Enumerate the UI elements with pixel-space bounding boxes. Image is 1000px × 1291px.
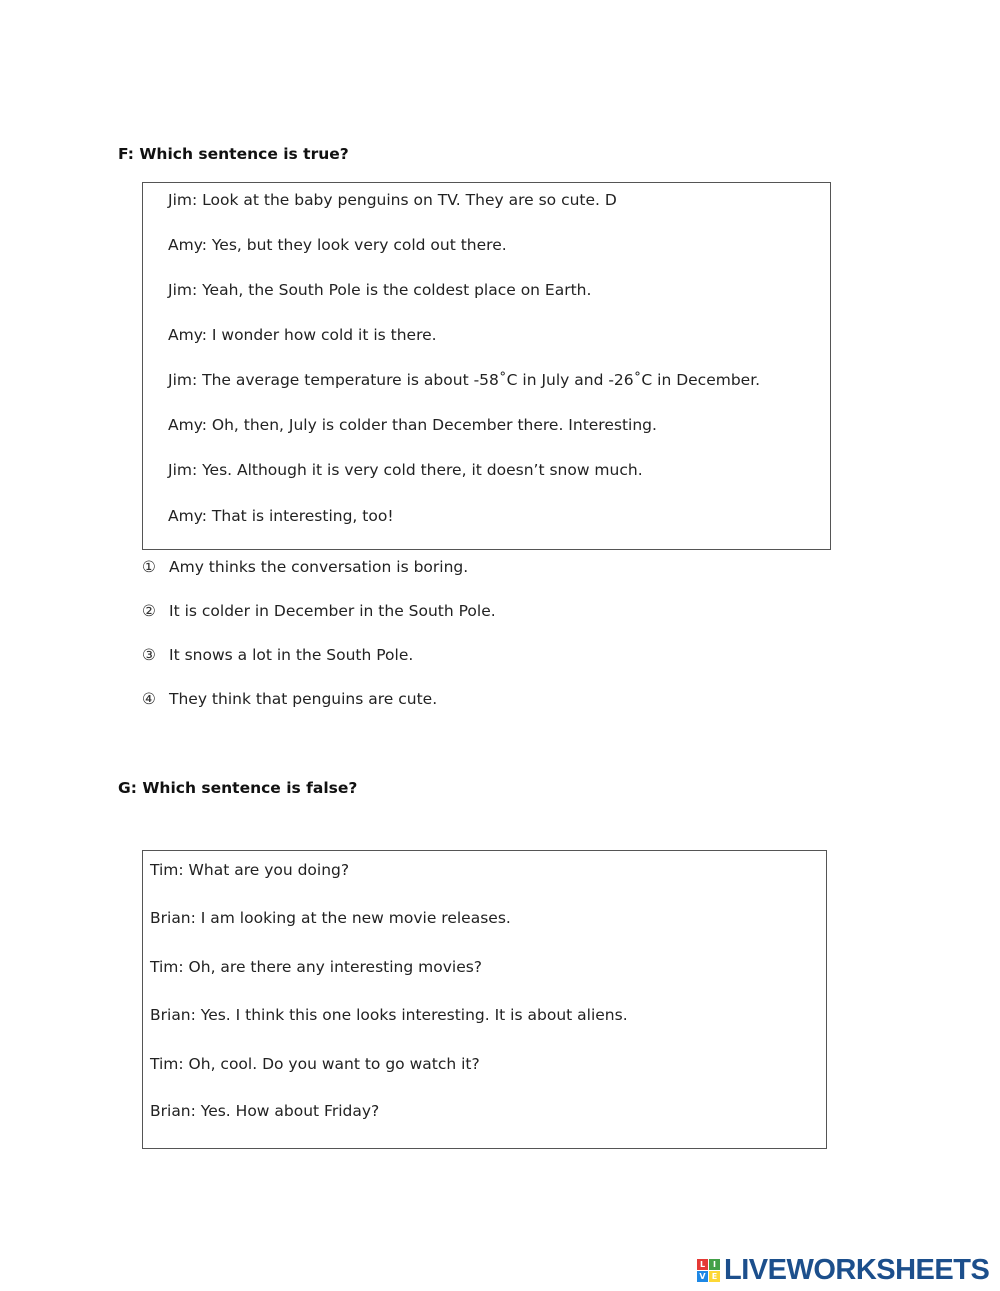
question-f-title: F: Which sentence is true?	[118, 145, 349, 163]
logo-block: V	[697, 1271, 708, 1282]
dialogue-line: Amy: I wonder how cold it is there.	[168, 326, 437, 344]
dialogue-line: Jim: Yeah, the South Pole is the coldest place on Earth.	[168, 281, 592, 299]
dialogue-line: Tim: Oh, cool. Do you want to go watch it?	[150, 1055, 480, 1073]
dialogue-line: Tim: What are you doing?	[150, 861, 350, 879]
option-number: ④	[142, 690, 156, 708]
liveworksheets-logo[interactable]	[697, 1255, 989, 1285]
answer-option-3[interactable]	[142, 646, 413, 664]
dialogue-line: Amy: Oh, then, July is colder than December there. Interesting.	[168, 416, 657, 434]
dialogue-line: Brian: Yes. I think this one looks interesting. It is about aliens.	[150, 1006, 628, 1024]
option-text: It is colder in December in the South Pole.	[169, 602, 496, 620]
answer-option-2[interactable]	[142, 602, 496, 620]
dialogue-line: Amy: Yes, but they look very cold out there.	[168, 236, 507, 254]
option-number: ①	[142, 558, 156, 576]
logo-text: LIVEWORKSHEETS	[724, 1253, 990, 1286]
answer-option-1[interactable]	[142, 558, 468, 576]
dialogue-line: Brian: Yes. How about Friday?	[150, 1102, 380, 1120]
logo-blocks-icon	[697, 1259, 720, 1282]
dialogue-line: Jim: The average temperature is about -58˚C in July and -26˚C in December.	[168, 371, 761, 389]
option-text: They think that penguins are cute.	[169, 690, 438, 708]
question-g-title: G: Which sentence is false?	[118, 779, 358, 797]
option-text: It snows a lot in the South Pole.	[169, 646, 414, 664]
option-number: ③	[142, 646, 156, 664]
dialogue-line: Brian: I am looking at the new movie releases.	[150, 909, 511, 927]
logo-block: I	[709, 1259, 720, 1270]
dialogue-line: Amy: That is interesting, too!	[168, 507, 394, 525]
answer-option-4[interactable]	[142, 690, 437, 708]
option-text: Amy thinks the conversation is boring.	[169, 558, 469, 576]
option-number: ②	[142, 602, 156, 620]
dialogue-line: Jim: Look at the baby penguins on TV. They are so cute. D	[168, 191, 617, 209]
dialogue-line: Tim: Oh, are there any interesting movies?	[150, 958, 483, 976]
logo-block: L	[697, 1259, 708, 1270]
logo-block: E	[709, 1271, 720, 1282]
dialogue-line: Jim: Yes. Although it is very cold there, it doesn’t snow much.	[168, 461, 643, 479]
